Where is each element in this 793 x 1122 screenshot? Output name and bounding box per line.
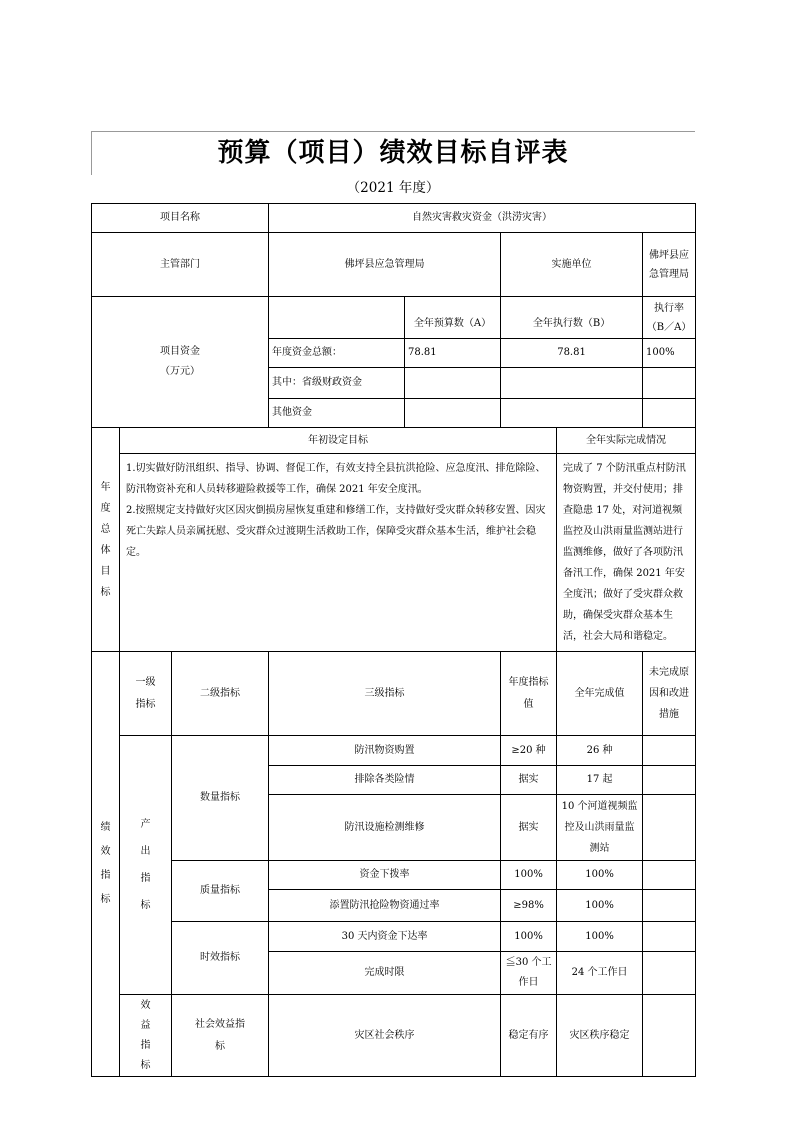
col-reason: 未完成原因和改进措施 (643, 652, 696, 736)
funds-empty-header (269, 297, 405, 339)
indicator-target: 据实 (501, 766, 557, 795)
col-level2: 二级指标 (172, 652, 269, 736)
quantity-label: 数量指标 (172, 736, 269, 861)
target-text-1: 1.切实做好防汛组织、指导、协调、督促工作，有效支持全县抗洪抢险、应急度汛、排危除险、防汛物资补充和人员转移避险救援等工作，确保 2021 年安全度汛。 (126, 463, 546, 495)
unit-label: 实施单位 (501, 233, 643, 297)
indicator-target: 据实 (501, 795, 557, 861)
indicator-target: 100% (501, 861, 557, 890)
indicator-actual: 100% (557, 861, 643, 890)
indicator-actual: 100% (557, 890, 643, 922)
funds-header-row (92, 297, 696, 339)
funds-col-budget: 全年预算数（A） (405, 297, 501, 339)
quality-label: 质量指标 (172, 861, 269, 922)
overall-text-row (92, 454, 696, 652)
funds-row-label: 其他资金 (269, 399, 405, 428)
indicator-reason (643, 922, 696, 952)
indicator-target: ≥20 种 (501, 736, 557, 766)
indicator-actual: 24 个工作日 (557, 952, 643, 995)
funds-row-rate (643, 399, 696, 428)
funds-label-cell (92, 297, 269, 428)
timeliness-label: 时效指标 (172, 922, 269, 995)
indicator-header-row (92, 652, 696, 736)
indicator-target: 100% (501, 922, 557, 952)
target-text-cell (120, 454, 557, 652)
social-label: 社会效益指标 (172, 995, 269, 1077)
indicator-name: 添置防汛抢险物资通过率 (269, 890, 501, 922)
top-rule (91, 131, 695, 132)
funds-row-budget: 78.81 (405, 339, 501, 368)
indicator-name: 资金下拨率 (269, 861, 501, 890)
benefit-label: 效益指标 (120, 995, 172, 1077)
indicator-reason (643, 861, 696, 890)
indicator-target: 稳定有序 (501, 995, 557, 1077)
indicator-name: 防汛设施检测维修 (269, 795, 501, 861)
funds-col-exec: 全年执行数（B） (501, 297, 643, 339)
col-actual: 全年完成值 (557, 652, 643, 736)
unit-value: 佛坪县应急管理局 (643, 233, 696, 297)
page-title: 预算（项目）绩效目标自评表 (217, 138, 569, 168)
indicator-target: ≦30 个工作日 (501, 952, 557, 995)
target-text-2: 2.按照规定支持做好灾区因灾倒损房屋恢复重建和修缮工作，支持做好受灾群众转移安置、因灾死亡失踪人员亲属抚慰、受灾群众过渡期生活救助工作，保障受灾群众基本生活，维护社会稳定。 (126, 505, 546, 558)
indicator-reason (643, 995, 696, 1077)
actual-text: 完成了 7 个防汛重点村防汛物资购置，并交付使用；排查隐患 17 处，对河道视频监控及山洪雨量监测站进行监测维修，做好了各项防汛备汛工作，确保 2021 年安全度汛；做好了受灾群众救助，确保受灾群众基本生活，社会大局和谐稳定。 (557, 454, 696, 652)
department-row (92, 233, 696, 297)
indicator-row (92, 922, 696, 952)
funds-row-label: 其中：省级财政资金 (269, 368, 405, 399)
indicator-name: 灾区社会秩序 (269, 995, 501, 1077)
dept-label: 主管部门 (92, 233, 269, 297)
project-name-label: 项目名称 (92, 204, 269, 233)
project-name-value: 自然灾害救灾资金（洪涝灾害） (269, 204, 696, 233)
year-subtitle: （2021 年度） (346, 180, 440, 196)
actual-header: 全年实际完成情况 (557, 428, 696, 454)
col-level3: 三级指标 (269, 652, 501, 736)
indicator-row (92, 861, 696, 890)
funds-col-rate: 执行率（B／A） (643, 297, 696, 339)
funds-label: 项目资金 (160, 346, 201, 357)
project-name-row (92, 204, 696, 233)
indicator-actual: 100% (557, 922, 643, 952)
col-level1: 一级指标 (120, 652, 172, 736)
indicator-reason (643, 890, 696, 922)
funds-row-budget (405, 368, 501, 399)
funds-row-rate (643, 368, 696, 399)
indicator-name: 30 天内资金下达率 (269, 922, 501, 952)
indicator-name: 完成时限 (269, 952, 501, 995)
target-header: 年初设定目标 (120, 428, 557, 454)
indicator-actual: 17 起 (557, 766, 643, 795)
indicator-target: ≥98% (501, 890, 557, 922)
indicator-row (92, 995, 696, 1077)
indicator-actual: 灾区秩序稳定 (557, 995, 643, 1077)
funds-row-budget (405, 399, 501, 428)
overall-side-label: 年度总体目标 (92, 428, 120, 652)
indicator-name: 排除各类险情 (269, 766, 501, 795)
funds-row-exec: 78.81 (501, 339, 643, 368)
evaluation-table (91, 203, 696, 1077)
indicator-reason (643, 766, 696, 795)
indicators-side-label: 绩效指标 (92, 652, 120, 1077)
col-target: 年度指标值 (501, 652, 557, 736)
indicator-row (92, 736, 696, 766)
dept-value: 佛坪县应急管理局 (269, 233, 501, 297)
funds-row-rate: 100% (643, 339, 696, 368)
indicator-actual: 26 种 (557, 736, 643, 766)
funds-unit: （万元） (160, 366, 201, 377)
indicator-actual: 10 个河道视频监控及山洪雨量监测站 (557, 795, 643, 861)
output-label: 产出指标 (120, 736, 172, 995)
funds-row-label: 年度资金总额： (269, 339, 405, 368)
overall-header-row (92, 428, 696, 454)
indicator-reason (643, 795, 696, 861)
indicator-reason (643, 736, 696, 766)
indicator-reason (643, 952, 696, 995)
indicator-name: 防汛物资购置 (269, 736, 501, 766)
funds-row-exec (501, 368, 643, 399)
funds-row-exec (501, 399, 643, 428)
